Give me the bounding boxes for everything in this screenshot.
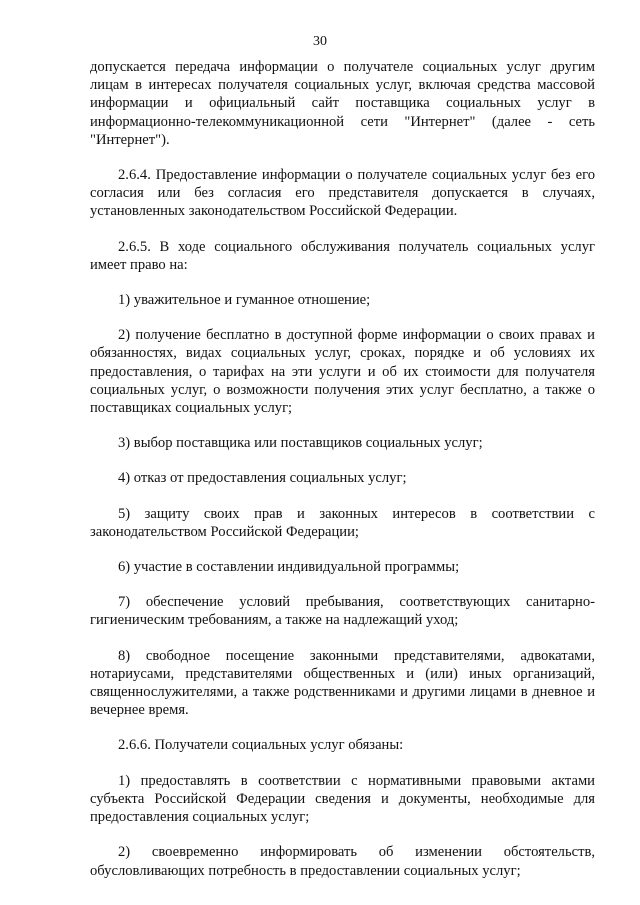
list-item-right-5: 5) защиту своих прав и законных интересов в соответствии с законодательством Российской Федерации; — [90, 505, 595, 540]
list-item-right-4: 4) отказ от предоставления социальных услуг; — [118, 470, 407, 487]
page-number: 30 — [313, 34, 327, 49]
list-item-right-3: 3) выбор поставщика или поставщиков социальных услуг; — [118, 435, 483, 452]
list-item-duty-1: 1) предоставлять в соответствии с нормативными правовыми актами субъекта Российской Федерации сведения и документы, необходимые для предоставления социальных услуг; — [90, 772, 595, 826]
list-item-right-1: 1) уважительное и гуманное отношение; — [118, 292, 371, 309]
list-item-right-8: 8) свободное посещение законными представителями, адвокатами, нотариусами, представителями общественных и (или) иных организаций, священнослужителями, а также родственниками и другими лицами в дневное и вечернее время. — [90, 647, 595, 719]
paragraph-2-6-6: 2.6.6. Получатели социальных услуг обязаны: — [118, 737, 404, 754]
paragraph-2-6-4: 2.6.4. Предоставление информации о получателе социальных услуг без его согласия или без согласия его представителя допускается в случаях, установленных законодательством Российской Федерации. — [90, 167, 595, 220]
list-item-right-6: 6) участие в составлении индивидуальной программы; — [118, 559, 460, 576]
document-body — [90, 58, 595, 880]
list-item-duty-2: 2) своевременно информировать об изменении обстоятельств, обусловливающих потребность в предоставлении социальных услуг; — [90, 844, 595, 879]
paragraph-2-6-5: 2.6.5. В ходе социального обслуживания получатель социальных услуг имеет право на: — [90, 238, 595, 273]
paragraph-continuation: допускается передача информации о получателе социальных услуг другим лицам в интересах получателя социальных услуг, включая средства массовой информации и официальный сайт поставщика социальных услуг в информационно-телекоммуникационной сети "Интернет" (далее - сеть "Интернет"). — [90, 59, 595, 148]
list-item-right-2: 2) получение бесплатно в доступной форме информации о своих правах и обязанностях, видах социальных услуг, сроках, порядке и об условиях их предоставления, о тарифах на эти услуги и об их стоимости для получателя социальных услуг, о возможности получения этих услуг бесплатно, а также о поставщиках социальных услуг; — [90, 327, 595, 417]
list-item-right-7: 7) обеспечение условий пребывания, соответствующих санитарно-гигиеническим требованиям, а также на надлежащий уход; — [90, 594, 595, 629]
